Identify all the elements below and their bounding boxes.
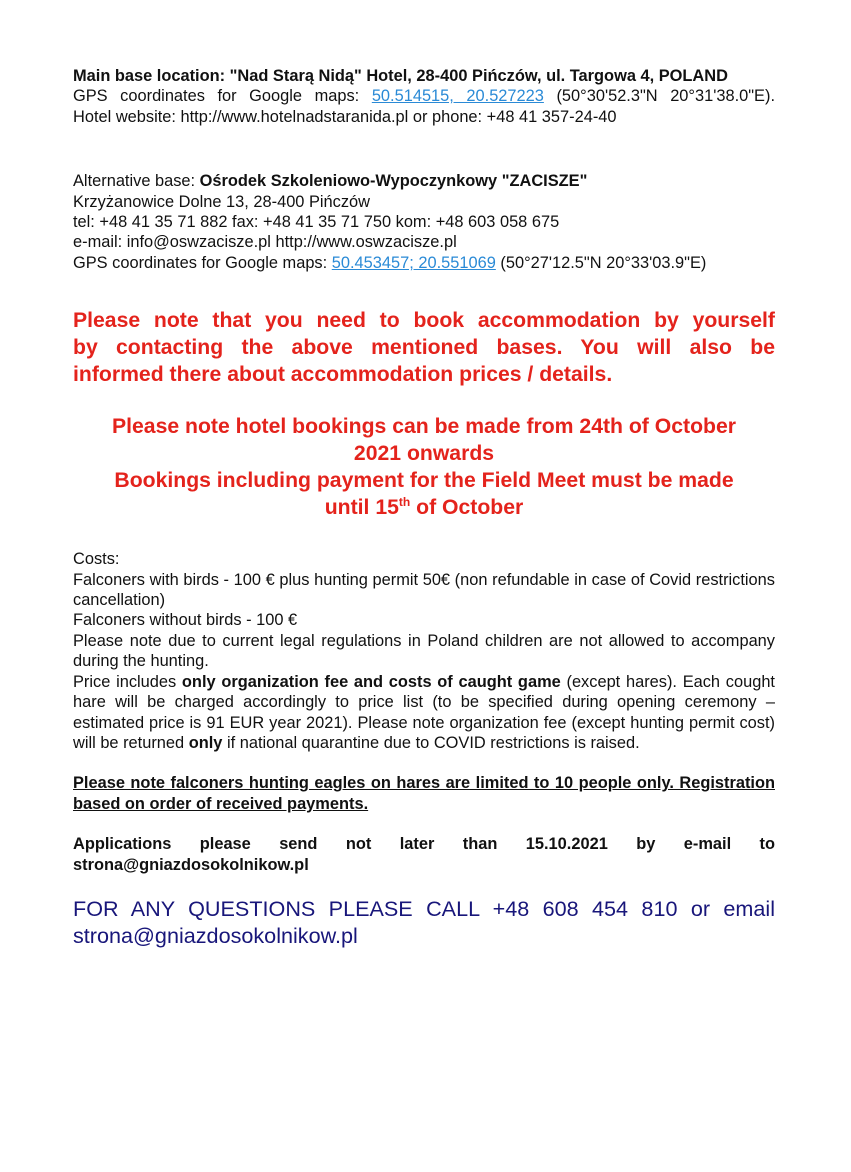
costs-with-birds: Falconers with birds - 100 € plus hunting permit 50€ (non refundable in case of Covid restrictions cancellation)	[73, 570, 775, 610]
document-page	[73, 66, 775, 949]
main-base-gps-link[interactable]: 50.514515, 20.527223	[371, 87, 544, 106]
alt-base-gps-link[interactable]: 50.453457; 20.551069	[331, 253, 496, 272]
alt-base-gps: GPS coordinates for Google maps: 50.453457; 20.551069 (50°27'12.5"N 20°33'03.9"E)	[73, 253, 707, 272]
price-includes: Price includes only organization fee and costs of caught game (except hares). Each cought hare will be charged accordingly to price list (to be specified during opening ceremony – estimated price is 91 EUR year 2021). Please note organization fee (except hunting permit cost) will be returned only if national quarantine due to COVID restrictions is raised.	[73, 672, 775, 752]
alt-base-phones: tel: +48 41 35 71 882 fax: +48 41 35 71 750 kom: +48 603 058 675	[73, 213, 560, 232]
applications-note: Applications please send not later than 15.10.2021 by e-mail to strona@gniazdosokolnikow.pl	[73, 835, 775, 874]
costs-heading: Costs:	[73, 550, 120, 569]
costs-section	[73, 549, 775, 753]
alt-base-address: Krzyżanowice Dolne 13, 28-400 Pińczów	[73, 192, 371, 211]
main-base-title: Main base location: "Nad Starą Nidą" Hotel, 28-400 Pińczów, ul. Targowa 4, POLAND	[73, 67, 728, 85]
costs-without-birds: Falconers without birds - 100 €	[73, 611, 298, 630]
booking-notice: Please note that you need to book accommodation by yourself by contacting the above mentioned bases. You will also be informed there about accommodation prices / details.	[73, 309, 775, 387]
children-note: Please note due to current legal regulations in Poland children are not allowed to accompany during the hunting.	[73, 631, 775, 671]
main-base-section	[73, 66, 775, 127]
main-base-gps: GPS coordinates for Google maps: 50.514515, 20.527223 (50°30'52.3"N 20°31'38.0"E).	[73, 87, 776, 106]
eagles-note: Please note falconers hunting eagles on hares are limited to 10 people only. Registration based on order of received payments.	[73, 774, 775, 813]
alt-base-title: Alternative base: Ośrodek Szkoleniowo-Wypoczynkowy "ZACISZE"	[73, 172, 588, 191]
alt-base-section	[73, 171, 775, 273]
questions-contact: FOR ANY QUESTIONS PLEASE CALL +48 608 454 810 or email strona@gniazdosokolnikow.pl	[73, 895, 775, 948]
alt-base-email-web: e-mail: info@oswzacisze.pl http://www.oswzacisze.pl	[73, 233, 457, 252]
main-base-website: Hotel website: http://www.hotelnadstaranida.pl or phone: +48 41 357-24-40	[73, 107, 617, 126]
dates-notice: Please note hotel bookings can be made from 24th of October 2021 onwards Bookings including payment for the Field Meet must be made until 15th of October	[112, 415, 736, 520]
